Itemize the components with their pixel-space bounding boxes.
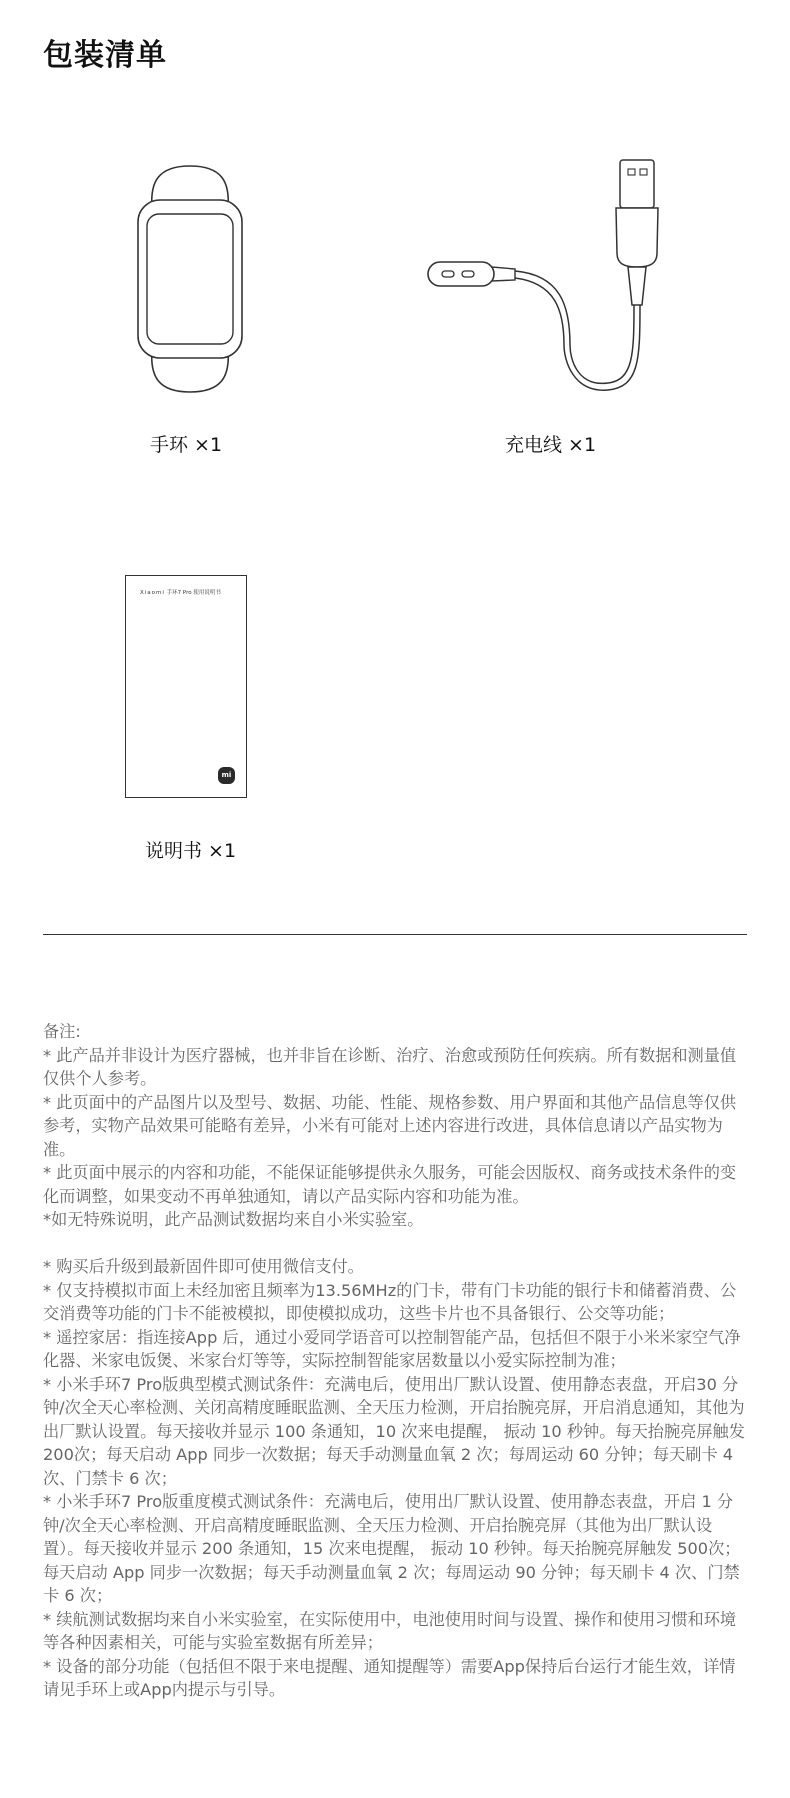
note-item: * 此页面中展示的内容和功能，不能保证能够提供永久服务，可能会因版权、商务或技术条件的变化而调整，如果变动不再单独通知，请以产品实际内容和功能为准。: [43, 1163, 737, 1206]
manual-brand: Xiaomi: [140, 590, 165, 596]
mi-logo-icon: mi: [218, 767, 235, 784]
band-icon: [130, 160, 250, 400]
note-item: * 仅支持模拟市面上未经加密且频率为13.56MHz的门卡，带有门卡功能的银行卡和储蓄消费、公交消费等功能的门卡不能被模拟，即使模拟成功，这些卡片也不具备银行、公交等功能；: [43, 1280, 737, 1323]
note-item: * 小米手环7 Pro版重度模式测试条件：充满电后，使用出厂默认设置、使用静态表盘，开启 1 分钟/次全天心率检测、开启高精度睡眠监测、全天压力检测、开启抬腕亮屏（其他为出厂默认设置）。每天接收并显示 200 条通知，15 次来电提醒， 振动 10 秒钟。每天抬腕亮屏触发 500次；每天启动 App 同步一次数据；每天手动测量血氧 2 次；每周运动 90 分钟；每天刷卡 4 次、门禁卡 6 次；: [43, 1492, 741, 1605]
notes-heading: 备注:: [43, 1022, 81, 1041]
note-item: *如无特殊说明，此产品测试数据均来自小米实验室。: [43, 1210, 424, 1229]
charging-cable-icon: [420, 155, 660, 395]
note-item: * 设备的部分功能（包括但不限于来电提醒、通知提醒等）需要App保持后台运行才能生效，详情请见手环上或App内提示与引导。: [43, 1656, 736, 1699]
note-item: * 续航测试数据均来自小米实验室，在实际使用中，电池使用时间与设置、操作和使用习惯和环境等各种因素相关，可能与实验室数据有所差异；: [43, 1609, 737, 1652]
note-item: * 此页面中的产品图片以及型号、数据、功能、性能、规格参数、用户界面和其他产品信息等仅供参考，实物产品效果可能略有差异，小米有可能对上述内容进行改进，具体信息请以产品实物为准。: [43, 1092, 737, 1159]
manual-cover-text: [140, 588, 221, 596]
cable-caption: 充电线 ×1: [505, 434, 597, 456]
note-item: * 遥控家居：指连接App 后，通过小爱同学语音可以控制智能产品，包括但不限于小米米家空气净化器、米家电饭煲、米家台灯等等，实际控制智能家居数量以小爱实际控制为准；: [43, 1327, 741, 1370]
band-caption: 手环 ×1: [150, 434, 223, 456]
page-title: 包装清单: [43, 38, 167, 73]
manual-subtitle: 手环7 Pro 使用说明书: [166, 590, 221, 596]
manual-icon: [125, 575, 247, 798]
note-item: * 购买后升级到最新固件即可使用微信支付。: [43, 1257, 364, 1276]
manual-caption: 说明书 ×1: [145, 840, 237, 862]
notes-section: [43, 1020, 749, 1702]
note-item: * 小米手环7 Pro版典型模式测试条件：充满电后，使用出厂默认设置、使用静态表盘，开启30 分钟/次全天心率检测、关闭高精度睡眠监测、全天压力检测，开启抬腕亮屏，开启消息通知，其他为出厂默认设置。每天接收并显示 100 条通知，10 次来电提醒， 振动 10 秒钟。每天抬腕亮屏触发 200次；每天启动 App 同步一次数据；每天手动测量血氧 2 次；每周运动 60 分钟；每天刷卡 4 次、门禁卡 6 次；: [43, 1374, 745, 1488]
notes-spacer: [43, 1232, 749, 1256]
divider: [43, 934, 747, 935]
note-item: * 此产品并非设计为医疗器械，也并非旨在诊断、治疗、治愈或预防任何疾病。所有数据和测量值仅供个人参考。: [43, 1045, 737, 1088]
